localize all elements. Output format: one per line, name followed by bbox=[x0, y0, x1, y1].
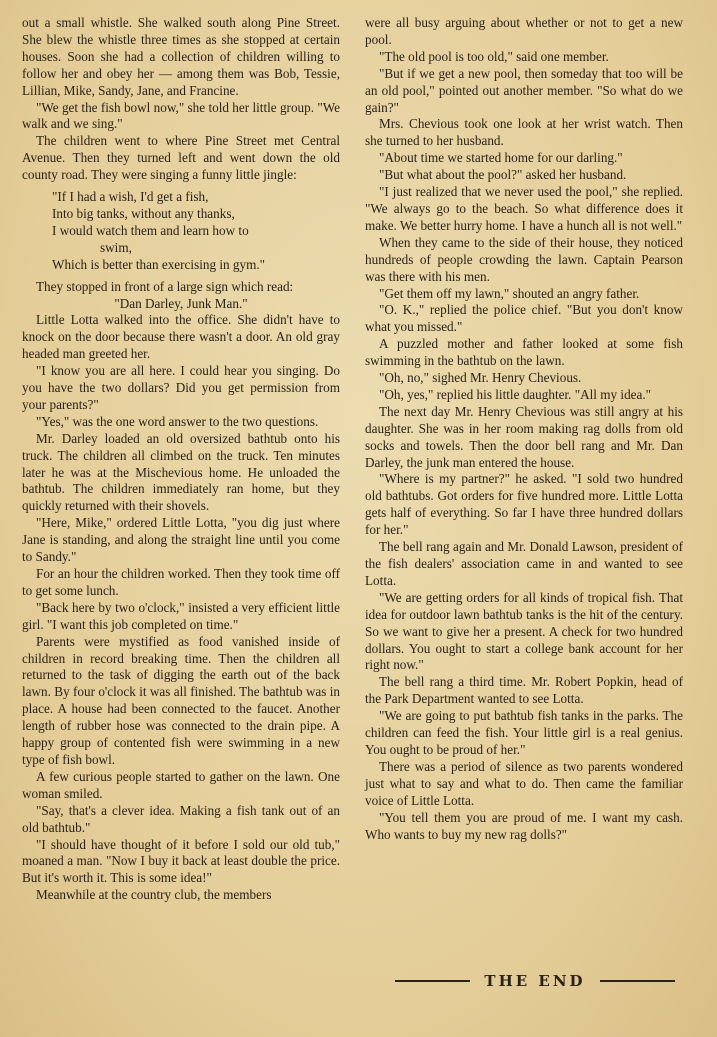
end-rule-left bbox=[395, 980, 470, 982]
paragraph: "You tell them you are proud of me. I want my cash. Who wants to buy my new rag dolls?" bbox=[365, 809, 683, 842]
paragraph: "I know you are all here. I could hear you singing. Do you have the two dollars? Did you get permission from your parents?" bbox=[22, 363, 340, 412]
paragraph: "Where is my partner?" he asked. "I sold two hundred old bathtubs. Got orders for five hundred more. Little Lotta gets half of everything. So far I have three hundred dollars for her." bbox=[365, 471, 683, 538]
paragraph: There was a period of silence as two parents wondered just what to say and what to do. Then came the familiar voice of Little Lotta. bbox=[365, 758, 683, 808]
paragraph: "We get the fish bowl now," she told her little group. "We walk and we sing." bbox=[22, 99, 340, 132]
paragraph: "The old pool is too old," said one member. bbox=[379, 48, 609, 64]
paragraph: "Oh, no," sighed Mr. Henry Chevious. bbox=[379, 370, 582, 386]
paragraph: "Say, that's a clever idea. Making a fish tank out of an old bathtub." bbox=[22, 802, 340, 835]
verse-line: "If I had a wish, I'd get a fish, bbox=[52, 189, 209, 205]
left-text-column bbox=[22, 15, 340, 904]
end-banner bbox=[395, 970, 675, 992]
verse-line: I would watch them and learn how to bbox=[52, 222, 249, 238]
verse-line: swim, bbox=[100, 239, 132, 255]
paragraph: "O. K.," replied the police chief. "But you don't know what you missed." bbox=[365, 302, 683, 335]
right-text-column bbox=[365, 15, 683, 843]
paragraph: The bell rang a third time. Mr. Robert Popkin, head of the Park Department wanted to see Lotta. bbox=[365, 674, 683, 707]
paragraph: Parents were mystified as food vanished inside of children in record breaking time. Then the children all returned to the task of digging the earth out of the back lawn. By four o'clock it was all finished. The bathtub was in place. A house had been connected to the faucet. Another length of rubber hose was connected to the drain pipe. A happy group of contented fish were swimming in a new type of fish bowl. bbox=[22, 633, 340, 767]
paragraph: were all busy arguing about whether or not to get a new pool. bbox=[365, 15, 683, 47]
verse-line: Which is better than exercising in gym." bbox=[52, 256, 266, 272]
paragraph: "Here, Mike," ordered Little Lotta, "you dig just where Jane is standing, and along the straight line until you come to Sandy." bbox=[22, 515, 340, 565]
paragraph: The bell rang again and Mr. Donald Lawson, president of the fish dealers' association came in and wanted to see Lotta. bbox=[365, 539, 683, 588]
paragraph: The next day Mr. Henry Chevious was still angry at his daughter. She was in her room making rag dolls from old socks and towels. Then the door bell rang and Mr. Dan Darley, the junk man entered the house. bbox=[365, 403, 683, 470]
paragraph: A puzzled mother and father looked at some fish swimming in the bathtub on the lawn. bbox=[365, 336, 683, 369]
paragraph: "Back here by two o'clock," insisted a very efficient little girl. "I want this job completed on time." bbox=[22, 599, 340, 632]
paragraph: Little Lotta walked into the office. She didn't have to knock on the door because there wasn't a door. An old gray headed man greeted her. bbox=[22, 312, 340, 362]
paragraph: out a small whistle. She walked south along Pine Street. She blew the whistle three times as she stopped at certain houses. Soon she had a collection of children willing to follow her and obey her — among them was Bob, Tessie, Lillian, Mike, Sandy, Jane, and Francine. bbox=[22, 15, 340, 98]
paragraph: Mrs. Chevious took one look at her wrist watch. Then she turned to her husband. bbox=[365, 116, 683, 149]
end-rule-right bbox=[600, 980, 675, 982]
paragraph: "I should have thought of it before I sold our old tub," moaned a man. "Now I buy it back at least double the price. But it's worth it. This is some idea!" bbox=[22, 836, 340, 886]
paragraph: "But if we get a new pool, then someday that too will be an old pool," pointed out another member. "So what do we gain?" bbox=[365, 65, 683, 115]
paragraph: "About time we started home for our darling." bbox=[379, 150, 623, 166]
paragraph: They stopped in front of a large sign which read: bbox=[36, 278, 294, 294]
paragraph: "I just realized that we never used the pool," she replied. "We always go to the beach. So what difference does it make. We better hurry home. I have a hunch all is not well." bbox=[365, 184, 683, 233]
paragraph: "We are going to put bathtub fish tanks in the parks. The children can feed the fish. Your little girl is a real genius. You ought to be proud of her." bbox=[365, 708, 683, 757]
paragraph: A few curious people started to gather on the lawn. One woman smiled. bbox=[22, 768, 340, 801]
paragraph: Mr. Darley loaded an old oversized bathtub onto his truck. The children all climbed on the truck. Ten minutes later he was at the Mischevious home. He unloaded the bathtub. The children immediately ran home, but they quickly returned with their shovels. bbox=[22, 430, 340, 514]
paragraph: "But what about the pool?" asked her husband. bbox=[379, 167, 627, 183]
end-title: THE END bbox=[484, 971, 586, 990]
verse-block bbox=[52, 189, 340, 274]
paragraph: "Get them off my lawn," shouted an angry father. bbox=[379, 285, 640, 301]
paragraph: "We are getting orders for all kinds of tropical fish. That idea for outdoor lawn bathtub tanks is the hit of the century. So we want to give her a present. A check for two hundred dollars. You ought to start a college bank account for her right now." bbox=[365, 589, 683, 673]
paragraph: The children went to where Pine Street met Central Avenue. Then they turned left and went down the old county road. They were singing a funny little jingle: bbox=[22, 133, 340, 183]
sign-text: "Dan Darley, Junk Man." bbox=[114, 295, 248, 311]
paragraph: Meanwhile at the country club, the members bbox=[36, 887, 272, 903]
paragraph: For an hour the children worked. Then they took time off to get some lunch. bbox=[22, 566, 340, 598]
verse-line: Into big tanks, without any thanks, bbox=[52, 205, 235, 221]
paragraph: When they came to the side of their house, they noticed hundreds of people crowding the lawn. Captain Pearson was there with his men. bbox=[365, 234, 683, 284]
paragraph: "Oh, yes," replied his little daughter. "All my idea." bbox=[379, 386, 652, 402]
paragraph: "Yes," was the one word answer to the two questions. bbox=[36, 413, 319, 429]
